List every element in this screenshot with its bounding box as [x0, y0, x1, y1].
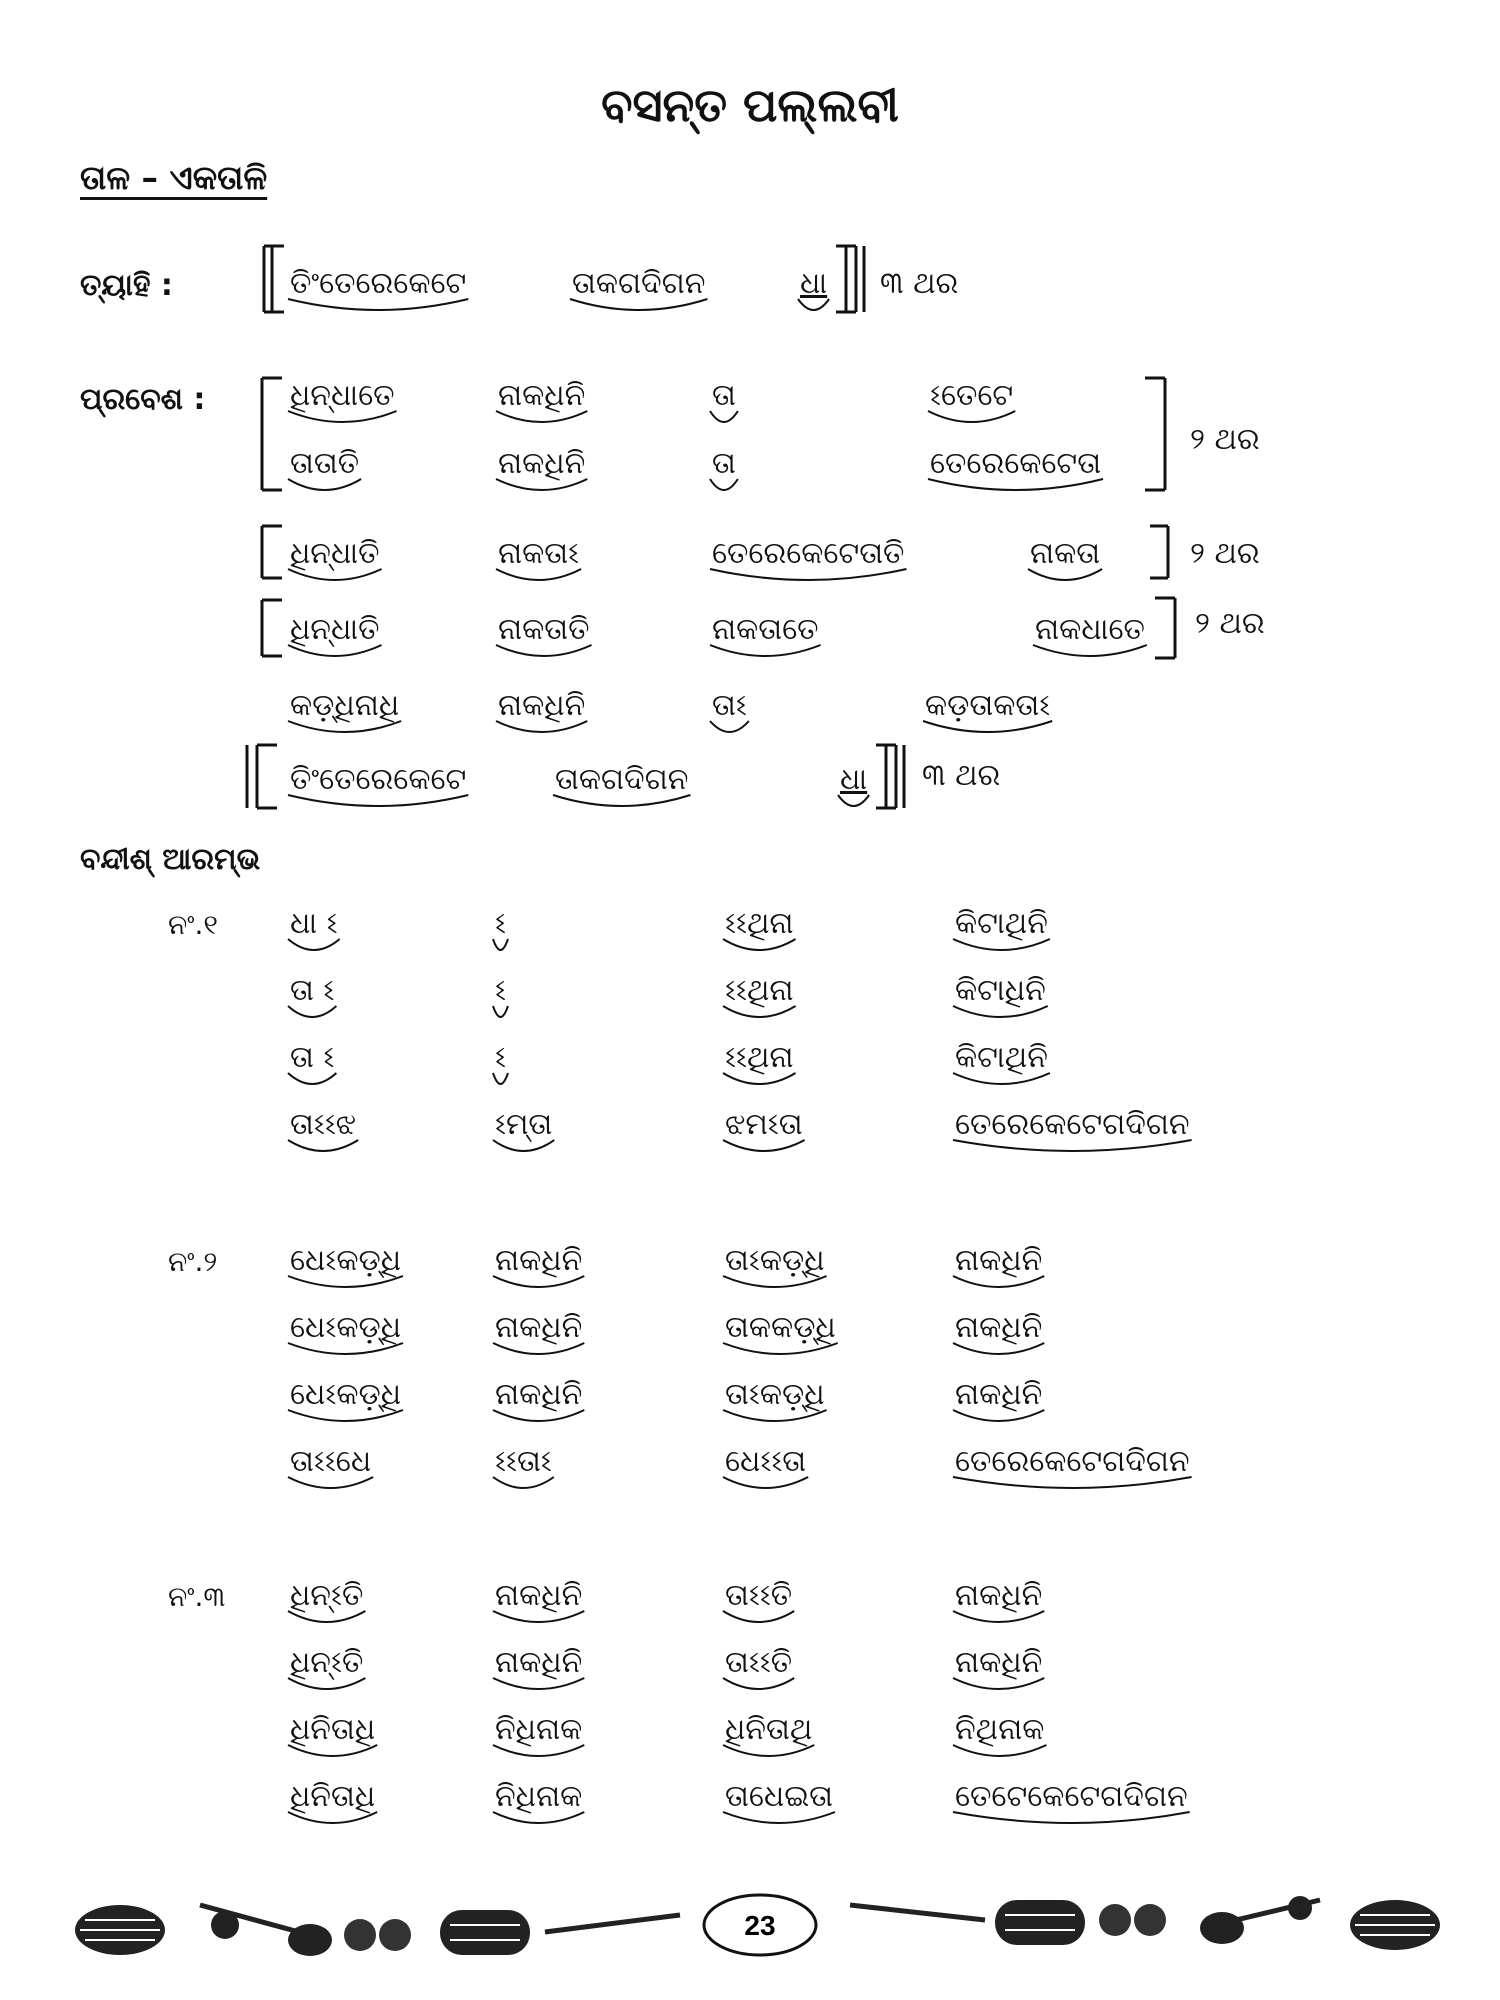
slur-arc [928, 411, 1015, 422]
slur-arc [723, 939, 796, 950]
bandish-bol: ତା ଽ [290, 1040, 335, 1075]
prabesha-g1-count: ୨ ଥର [1190, 422, 1260, 457]
bandish-bol: ତାଽକଡ଼୍ଧି [725, 1243, 825, 1278]
slur-arc [953, 1477, 1192, 1488]
slur-arc [288, 1611, 365, 1622]
slur-arc [288, 795, 468, 806]
prabesha-g2-bol-4: ନାକତା [1030, 536, 1101, 571]
slur-arc [493, 1276, 584, 1287]
bandish-bol: ତାକକଡ଼୍ଧି [725, 1310, 836, 1345]
slur-arc [493, 1611, 584, 1622]
slur-arc [288, 299, 468, 310]
bandish-bol: ନାକଧିନି [495, 1310, 583, 1345]
bandish-bol: ଧେଽକଡ଼୍ଧି [290, 1310, 402, 1345]
slur-arc [1033, 645, 1147, 656]
slur-arc [953, 1140, 1192, 1151]
veena-right-icon [1200, 1896, 1320, 1944]
prabesha-g1-r2-bol-2: ନାକଧିନି [498, 446, 586, 481]
bandish-bol: ନାକଧିନି [955, 1377, 1043, 1412]
tyahi-label: ତ୍ୟାହି : [80, 268, 173, 303]
slur-arc [710, 479, 738, 490]
bandish-section-label: ନଂ.୨ [168, 1245, 218, 1278]
prabesha-tyahi-close-bracket [876, 745, 904, 808]
tyahi-bol-2: ତାକଗଦିଗନ [572, 266, 706, 301]
slur-arc [288, 1276, 403, 1287]
bandish-bol: ନାକଧିନି [955, 1578, 1043, 1613]
bandish-bol: ଧେଽଽତା [725, 1444, 807, 1479]
bandish-bol: ନାକଧିନି [495, 1377, 583, 1412]
tyahi-bol-1: ତିଂତେରେକେଟେ [290, 266, 467, 301]
slur-arc [723, 1812, 835, 1823]
slur-arc [288, 411, 397, 422]
prabesha-g1-open-bracket [262, 378, 282, 490]
slur-arc [953, 1410, 1044, 1421]
slur-arc [493, 1477, 554, 1488]
slur-arc [953, 1276, 1044, 1287]
slur-arc [723, 1745, 814, 1756]
prabesha-g3-bol-2: ନାକତାତି [498, 612, 590, 647]
prabesha-g2-close-bracket [1150, 526, 1168, 578]
bandish-bol: ତାଽକଡ଼୍ଧି [725, 1377, 825, 1412]
tyahi-open-bracket [264, 246, 284, 312]
prabesha-tyahi-bol-1: ତିଂତେରେକେଟେ [290, 762, 467, 797]
prabesha-g1-r1-bol-1: ଧିନ୍ଧାତେ [290, 378, 395, 413]
slur-arc [953, 1745, 1046, 1756]
bandish-bol: ଧା ଽ [290, 906, 338, 941]
slur-arc [288, 1410, 403, 1421]
slur-arc [953, 939, 1050, 950]
slur-arc [496, 479, 587, 490]
bandish-bol: ତାଽଽତି [725, 1645, 793, 1680]
slur-arc [288, 1745, 377, 1756]
slur-arc [710, 721, 749, 732]
bandish-bol: ଧିନିତାଧି [290, 1712, 376, 1747]
slur-arc [710, 645, 821, 656]
slur-arc [723, 1611, 794, 1622]
slur-arc [288, 1678, 365, 1689]
slur-arc [1028, 569, 1102, 580]
prabesha-g4-bol-2: ନାକଧିନି [498, 688, 586, 723]
slur-arc [493, 1343, 584, 1354]
cymbals-left-icon [344, 1919, 411, 1951]
bandish-bol: ତେଟେକେଟେଗଦିଗନ [955, 1779, 1188, 1814]
slur-arc [493, 1006, 508, 1017]
slur-arc [496, 569, 581, 580]
prabesha-label: ପ୍ରବେଶ : [80, 382, 206, 417]
prabesha-g2-bol-3: ତେରେକେଟେତାତି [712, 536, 905, 571]
slur-arc [288, 1140, 358, 1151]
bandish-bol: ଧିନିତାଥି [725, 1712, 813, 1747]
bandish-bol: ନାକଧିନି [495, 1243, 583, 1278]
bandish-heading: ବନ୍ଦୀଶ୍ ଆରମ୍ଭ [80, 842, 261, 877]
prabesha-g3-count: ୨ ଥର [1195, 606, 1265, 641]
drum-center-right-icon [995, 1900, 1085, 1945]
slur-arc [953, 1073, 1050, 1084]
slur-arc [953, 1006, 1048, 1017]
slur-arc [493, 1678, 584, 1689]
bandish-section-label: ନଂ.୩ [168, 1580, 226, 1613]
bandish-bol: କିଟାଥିନି [955, 1040, 1048, 1075]
slur-arc [928, 479, 1103, 490]
slur-arc [923, 721, 1052, 732]
bandish-bol: ଧିନ୍ଽତି [290, 1645, 364, 1680]
bandish-bol: ଽ [495, 906, 506, 941]
bandish-bol: ନାକଧିନି [955, 1645, 1043, 1680]
prabesha-g3-bol-4: ନାକଧାତେ [1035, 612, 1145, 647]
bandish-bol: ନାକଧିନି [955, 1310, 1043, 1345]
slur-arc [723, 1073, 796, 1084]
bandish-bol: ତାଽଽଧେ [290, 1444, 372, 1479]
flute-left-icon [545, 1915, 680, 1932]
slur-arc [288, 939, 340, 950]
slur-arc [953, 1812, 1190, 1823]
prabesha-g3-open-bracket [262, 600, 282, 656]
slur-arc [710, 569, 906, 580]
prabesha-g2-bol-1: ଧିନ୍ଧାତି [290, 536, 380, 571]
slur-arc [553, 795, 690, 806]
prabesha-tyahi-open-bracket [247, 745, 277, 808]
prabesha-tyahi-count: ୩ ଥର [922, 758, 1001, 793]
slur-arc [723, 1477, 808, 1488]
prabesha-g1-r2-bol-1: ତାତାତି [290, 446, 360, 481]
bandish-bol: ଧେଽକଡ଼୍ଧି [290, 1243, 402, 1278]
slur-arc [493, 1745, 584, 1756]
bandish-bol: ନିଥିନାକ [955, 1712, 1045, 1747]
slur-arc [288, 479, 361, 490]
bandish-bol: କିଟାଥିନି [955, 906, 1048, 941]
slur-arc [723, 1410, 827, 1421]
slur-arc [288, 1073, 336, 1084]
bandish-bol: କିଟାଧିନି [955, 973, 1046, 1008]
slur-arc [710, 411, 738, 422]
bandish-bol: ତାଽଽତି [725, 1578, 793, 1613]
bandish-bol: ନାକଧିନି [955, 1243, 1043, 1278]
page-number: 23 [744, 1910, 776, 1941]
bandish-bol: ଽମ୍ତା [495, 1107, 553, 1142]
prabesha-g1-r1-bol-2: ନାକଧିନି [498, 378, 586, 413]
tyahi-count: ୩ ଥର [880, 266, 959, 301]
slur-arc [288, 1812, 377, 1823]
slur-arc [288, 645, 382, 656]
prabesha-g3-bol-3: ନାକତାତେ [712, 612, 819, 647]
prabesha-g3-close-bracket [1155, 598, 1175, 658]
slur-arc [493, 1410, 584, 1421]
prabesha-g3-bol-1: ଧିନ୍ଧାତି [290, 612, 380, 647]
slur-arc [838, 795, 869, 806]
slur-arc [493, 1073, 508, 1084]
bandish-bol: ଧେଽକଡ଼୍ଧି [290, 1377, 402, 1412]
slur-arc [953, 1678, 1044, 1689]
bandish-bol: ଽଽତାଽ [495, 1444, 552, 1479]
tyahi-close-bracket [836, 246, 864, 312]
bandish-bol: ନାକଧିନି [495, 1645, 583, 1680]
slur-arc [496, 721, 587, 732]
veena-left-icon [200, 1905, 332, 1956]
prabesha-g2-bol-2: ନାକତାଽ [498, 536, 580, 571]
slur-arc [570, 299, 707, 310]
cymbals-right-icon [1099, 1904, 1166, 1936]
bandish-bol: ନାକଧିନି [495, 1578, 583, 1613]
bandish-bol: ଽ [495, 973, 506, 1008]
bandish-bol: ଧିନ୍ଽତି [290, 1578, 364, 1613]
slur-arc [723, 1006, 796, 1017]
slur-arc [288, 1477, 373, 1488]
page-title: ବସନ୍ତ ପଲ୍ଲବୀ [601, 78, 899, 132]
tala-heading: ତାଳ – ଏକତାଳି [80, 158, 268, 197]
slur-arc [723, 1678, 794, 1689]
slur-arc [496, 411, 587, 422]
prabesha-g4-bol-3: ତାଽ [712, 688, 747, 723]
slur-arc [953, 1611, 1044, 1622]
bandish-bol: ତାଧେଇତା [725, 1779, 833, 1814]
bandish-bol: ତେରେକେଟେଗଦିଗନ [955, 1444, 1190, 1479]
footer-instruments [0, 1880, 1500, 1990]
slur-arc [496, 645, 592, 656]
bandish-bol: ତେରେକେଟେଗଦିଗନ [955, 1107, 1190, 1142]
slur-arc [798, 299, 829, 310]
slur-arc [723, 1343, 838, 1354]
drum-left-icon [75, 1905, 165, 1955]
bandish-bol: ଽଽଥିନା [725, 973, 794, 1008]
slur-arc [493, 939, 508, 950]
prabesha-g1-r1-bol-3: ତା [712, 378, 736, 413]
prabesha-g2-open-bracket [262, 526, 282, 578]
bandish-bol: ଧିନିତାଧି [290, 1779, 376, 1814]
prabesha-tyahi-bol-3: ଧା [840, 762, 868, 797]
bandish-bol: ଝମଽତା [725, 1107, 803, 1142]
slur-arc [723, 1276, 827, 1287]
prabesha-g1-r2-bol-3: ତା [712, 446, 736, 481]
bandish-bol: ତାଽଽଝ [290, 1107, 357, 1142]
slur-arc [493, 1140, 554, 1151]
bandish-bol: ନିଧିନାକ [495, 1712, 583, 1747]
prabesha-g1-r1-bol-4: ଽତେଟେ [930, 378, 1014, 413]
prabesha-g1-close-bracket [1145, 378, 1165, 490]
bandish-bol: ଽଽଥିନା [725, 1040, 794, 1075]
drum-right-icon [1350, 1900, 1440, 1950]
prabesha-g1-r2-bol-4: ତେରେକେଟେତା [930, 446, 1102, 481]
bandish-section-label: ନଂ.୧ [168, 908, 218, 941]
slur-arc [288, 569, 382, 580]
bandish-bol: ଽ [495, 1040, 506, 1075]
prabesha-g4-bol-4: କଡ଼ତାକତାଽ [925, 688, 1051, 723]
drum-center-left-icon [440, 1910, 530, 1955]
prabesha-tyahi-bol-2: ତାକଗଦିଗନ [555, 762, 689, 797]
prabesha-g4-bol-1: କଡ଼୍ଧିନାଧି [290, 688, 400, 723]
slur-arc [288, 1343, 403, 1354]
bandish-bol: ତା ଽ [290, 973, 335, 1008]
bandish-bol: ନିଧିନାକ [495, 1779, 583, 1814]
slur-arc [953, 1343, 1044, 1354]
bandish-bol: ଽଽଥିନା [725, 906, 794, 941]
slur-arc [288, 1006, 336, 1017]
flute-right-icon [850, 1905, 985, 1920]
slur-arc [493, 1812, 584, 1823]
slur-arc [288, 721, 401, 732]
tyahi-bol-3: ଧା [800, 266, 828, 301]
prabesha-g2-count: ୨ ଥର [1190, 536, 1260, 571]
slur-arc [723, 1140, 805, 1151]
